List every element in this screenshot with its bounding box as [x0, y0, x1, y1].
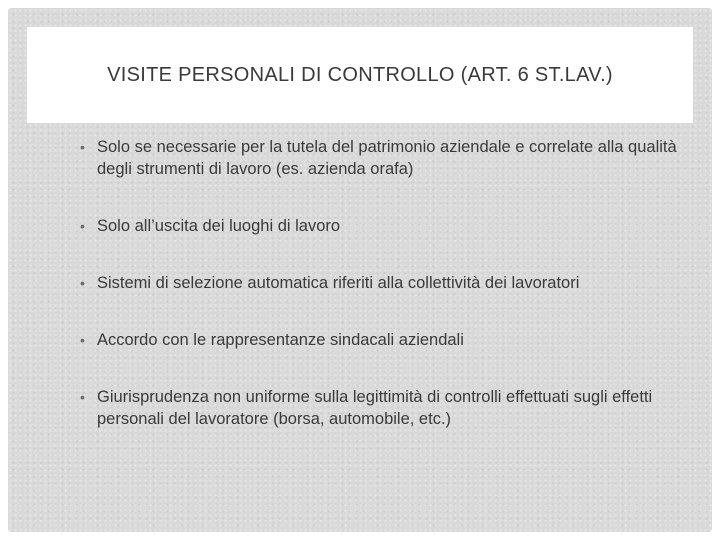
- title-box: [27, 27, 693, 123]
- bullet-text: Solo all’uscita dei luoghi di lavoro: [97, 217, 341, 235]
- bullet-item: [78, 215, 688, 237]
- bullet-text: Solo se necessarie per la tutela del patrimonio aziendale e correlate alla qualità degli strumenti di lavoro (es. azienda orafa): [97, 138, 677, 178]
- bullet-text: Sistemi di selezione automatica riferiti alla collettività dei lavoratori: [97, 274, 580, 292]
- bullet-list: [78, 136, 688, 465]
- slide-title: VISITE PERSONALI DI CONTROLLO (ART. 6 ST.LAV.): [107, 63, 613, 86]
- bullet-item: [78, 329, 688, 351]
- slide: [8, 8, 712, 532]
- bullet-icon: •: [80, 275, 85, 291]
- bullet-item: [78, 272, 688, 294]
- bullet-text: Accordo con le rappresentanze sindacali aziendali: [97, 331, 464, 349]
- bullet-icon: •: [80, 389, 85, 405]
- bullet-icon: •: [80, 332, 85, 348]
- bullet-text: Giurisprudenza non uniforme sulla legittimità di controlli effettuati sugli effetti personali del lavoratore (borsa, automobile, etc.): [97, 388, 653, 428]
- bullet-item: [78, 386, 688, 430]
- bullet-item: [78, 136, 688, 180]
- bullet-icon: •: [80, 218, 85, 234]
- bullet-icon: •: [80, 139, 85, 155]
